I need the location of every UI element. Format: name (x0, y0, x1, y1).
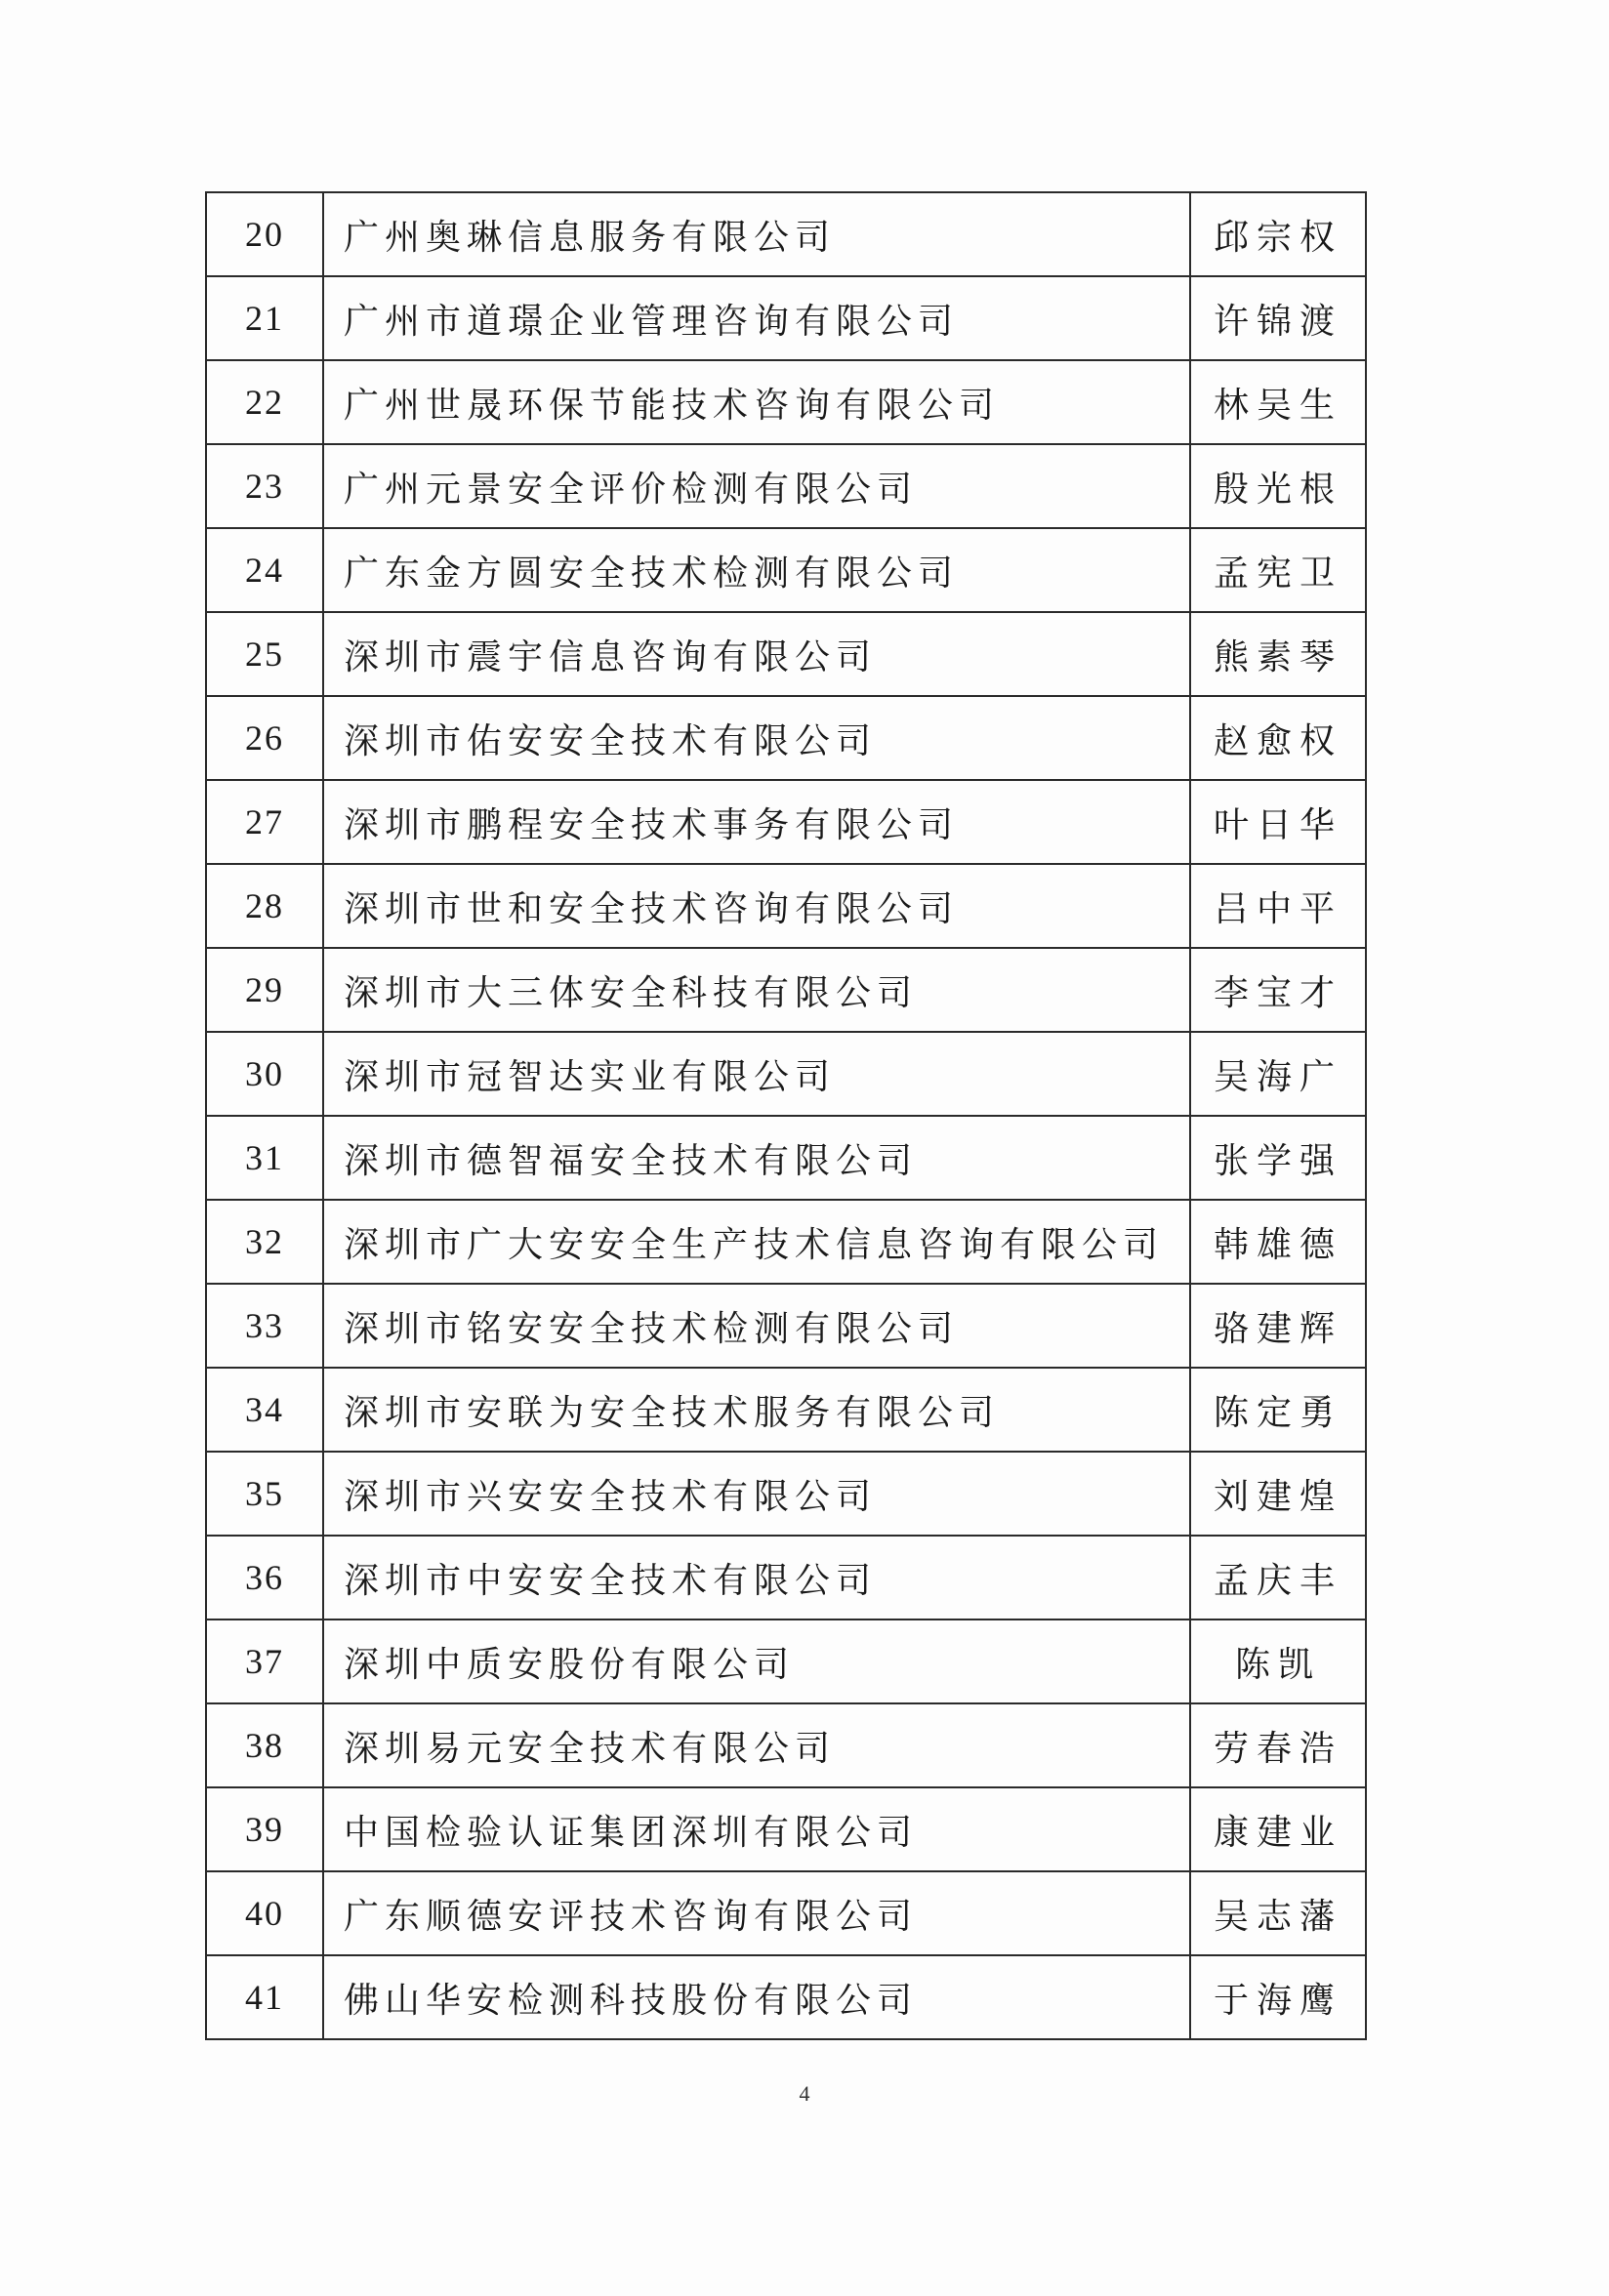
row-number: 30 (206, 1032, 323, 1116)
table-row (206, 1200, 1366, 1284)
company-name: 广州奥琳信息服务有限公司 (323, 192, 1190, 276)
row-number: 24 (206, 528, 323, 612)
roster-table-body (206, 192, 1366, 2039)
person-name: 陈定勇 (1190, 1368, 1366, 1452)
table-row (206, 1284, 1366, 1368)
person-name: 许锦渡 (1190, 276, 1366, 360)
company-name: 深圳市冠智达实业有限公司 (323, 1032, 1190, 1116)
person-name: 康建业 (1190, 1787, 1366, 1871)
row-number: 38 (206, 1703, 323, 1787)
company-name: 深圳易元安全技术有限公司 (323, 1703, 1190, 1787)
company-name: 深圳市兴安安全技术有限公司 (323, 1452, 1190, 1536)
row-number: 26 (206, 696, 323, 780)
table-row (206, 276, 1366, 360)
person-name: 赵愈权 (1190, 696, 1366, 780)
table-row (206, 1032, 1366, 1116)
table-row (206, 444, 1366, 528)
person-name: 韩雄德 (1190, 1200, 1366, 1284)
company-name: 深圳市德智福安全技术有限公司 (323, 1116, 1190, 1200)
company-name: 深圳市铭安安全技术检测有限公司 (323, 1284, 1190, 1368)
row-number: 21 (206, 276, 323, 360)
person-name: 孟庆丰 (1190, 1536, 1366, 1620)
table-row (206, 1955, 1366, 2039)
table-row (206, 696, 1366, 780)
company-name: 广东金方圆安全技术检测有限公司 (323, 528, 1190, 612)
table-row (206, 1703, 1366, 1787)
company-name: 佛山华安检测科技股份有限公司 (323, 1955, 1190, 2039)
table-row (206, 360, 1366, 444)
table-row (206, 612, 1366, 696)
table-row (206, 1368, 1366, 1452)
table-row (206, 1536, 1366, 1620)
table-row (206, 948, 1366, 1032)
row-number: 29 (206, 948, 323, 1032)
table-row (206, 192, 1366, 276)
row-number: 39 (206, 1787, 323, 1871)
row-number: 37 (206, 1620, 323, 1703)
person-name: 陈凯 (1190, 1620, 1366, 1703)
person-name: 骆建辉 (1190, 1284, 1366, 1368)
company-name: 深圳市中安安全技术有限公司 (323, 1536, 1190, 1620)
person-name: 劳春浩 (1190, 1703, 1366, 1787)
company-name: 深圳市世和安全技术咨询有限公司 (323, 864, 1190, 948)
table-row (206, 1871, 1366, 1955)
person-name: 张学强 (1190, 1116, 1366, 1200)
table-row (206, 1787, 1366, 1871)
row-number: 41 (206, 1955, 323, 2039)
company-name: 广东顺德安评技术咨询有限公司 (323, 1871, 1190, 1955)
row-number: 31 (206, 1116, 323, 1200)
person-name: 叶日华 (1190, 780, 1366, 864)
table-row (206, 528, 1366, 612)
company-name: 广州世晟环保节能技术咨询有限公司 (323, 360, 1190, 444)
person-name: 李宝才 (1190, 948, 1366, 1032)
row-number: 36 (206, 1536, 323, 1620)
row-number: 35 (206, 1452, 323, 1536)
company-name: 深圳中质安股份有限公司 (323, 1620, 1190, 1703)
table-row (206, 1620, 1366, 1703)
person-name: 殷光根 (1190, 444, 1366, 528)
company-name: 广州元景安全评价检测有限公司 (323, 444, 1190, 528)
table-row (206, 864, 1366, 948)
company-name: 深圳市佑安安全技术有限公司 (323, 696, 1190, 780)
person-name: 孟宪卫 (1190, 528, 1366, 612)
table-row (206, 1452, 1366, 1536)
row-number: 23 (206, 444, 323, 528)
person-name: 刘建煌 (1190, 1452, 1366, 1536)
row-number: 27 (206, 780, 323, 864)
company-name: 深圳市鹏程安全技术事务有限公司 (323, 780, 1190, 864)
person-name: 于海鹰 (1190, 1955, 1366, 2039)
person-name: 吴海广 (1190, 1032, 1366, 1116)
roster-table (205, 191, 1367, 2040)
company-name: 深圳市震宇信息咨询有限公司 (323, 612, 1190, 696)
company-name: 深圳市广大安安全生产技术信息咨询有限公司 (323, 1200, 1190, 1284)
company-name: 深圳市安联为安全技术服务有限公司 (323, 1368, 1190, 1452)
person-name: 吕中平 (1190, 864, 1366, 948)
row-number: 40 (206, 1871, 323, 1955)
company-name: 中国检验认证集团深圳有限公司 (323, 1787, 1190, 1871)
row-number: 22 (206, 360, 323, 444)
table-row (206, 1116, 1366, 1200)
row-number: 33 (206, 1284, 323, 1368)
person-name: 熊素琴 (1190, 612, 1366, 696)
person-name: 吴志藩 (1190, 1871, 1366, 1955)
table-row (206, 780, 1366, 864)
person-name: 邱宗权 (1190, 192, 1366, 276)
company-name: 深圳市大三体安全科技有限公司 (323, 948, 1190, 1032)
row-number: 20 (206, 192, 323, 276)
row-number: 32 (206, 1200, 323, 1284)
row-number: 25 (206, 612, 323, 696)
page-number: 4 (799, 2081, 810, 2106)
row-number: 28 (206, 864, 323, 948)
row-number: 34 (206, 1368, 323, 1452)
roster-table-wrapper (205, 191, 1367, 2040)
person-name: 林吴生 (1190, 360, 1366, 444)
company-name: 广州市道璟企业管理咨询有限公司 (323, 276, 1190, 360)
